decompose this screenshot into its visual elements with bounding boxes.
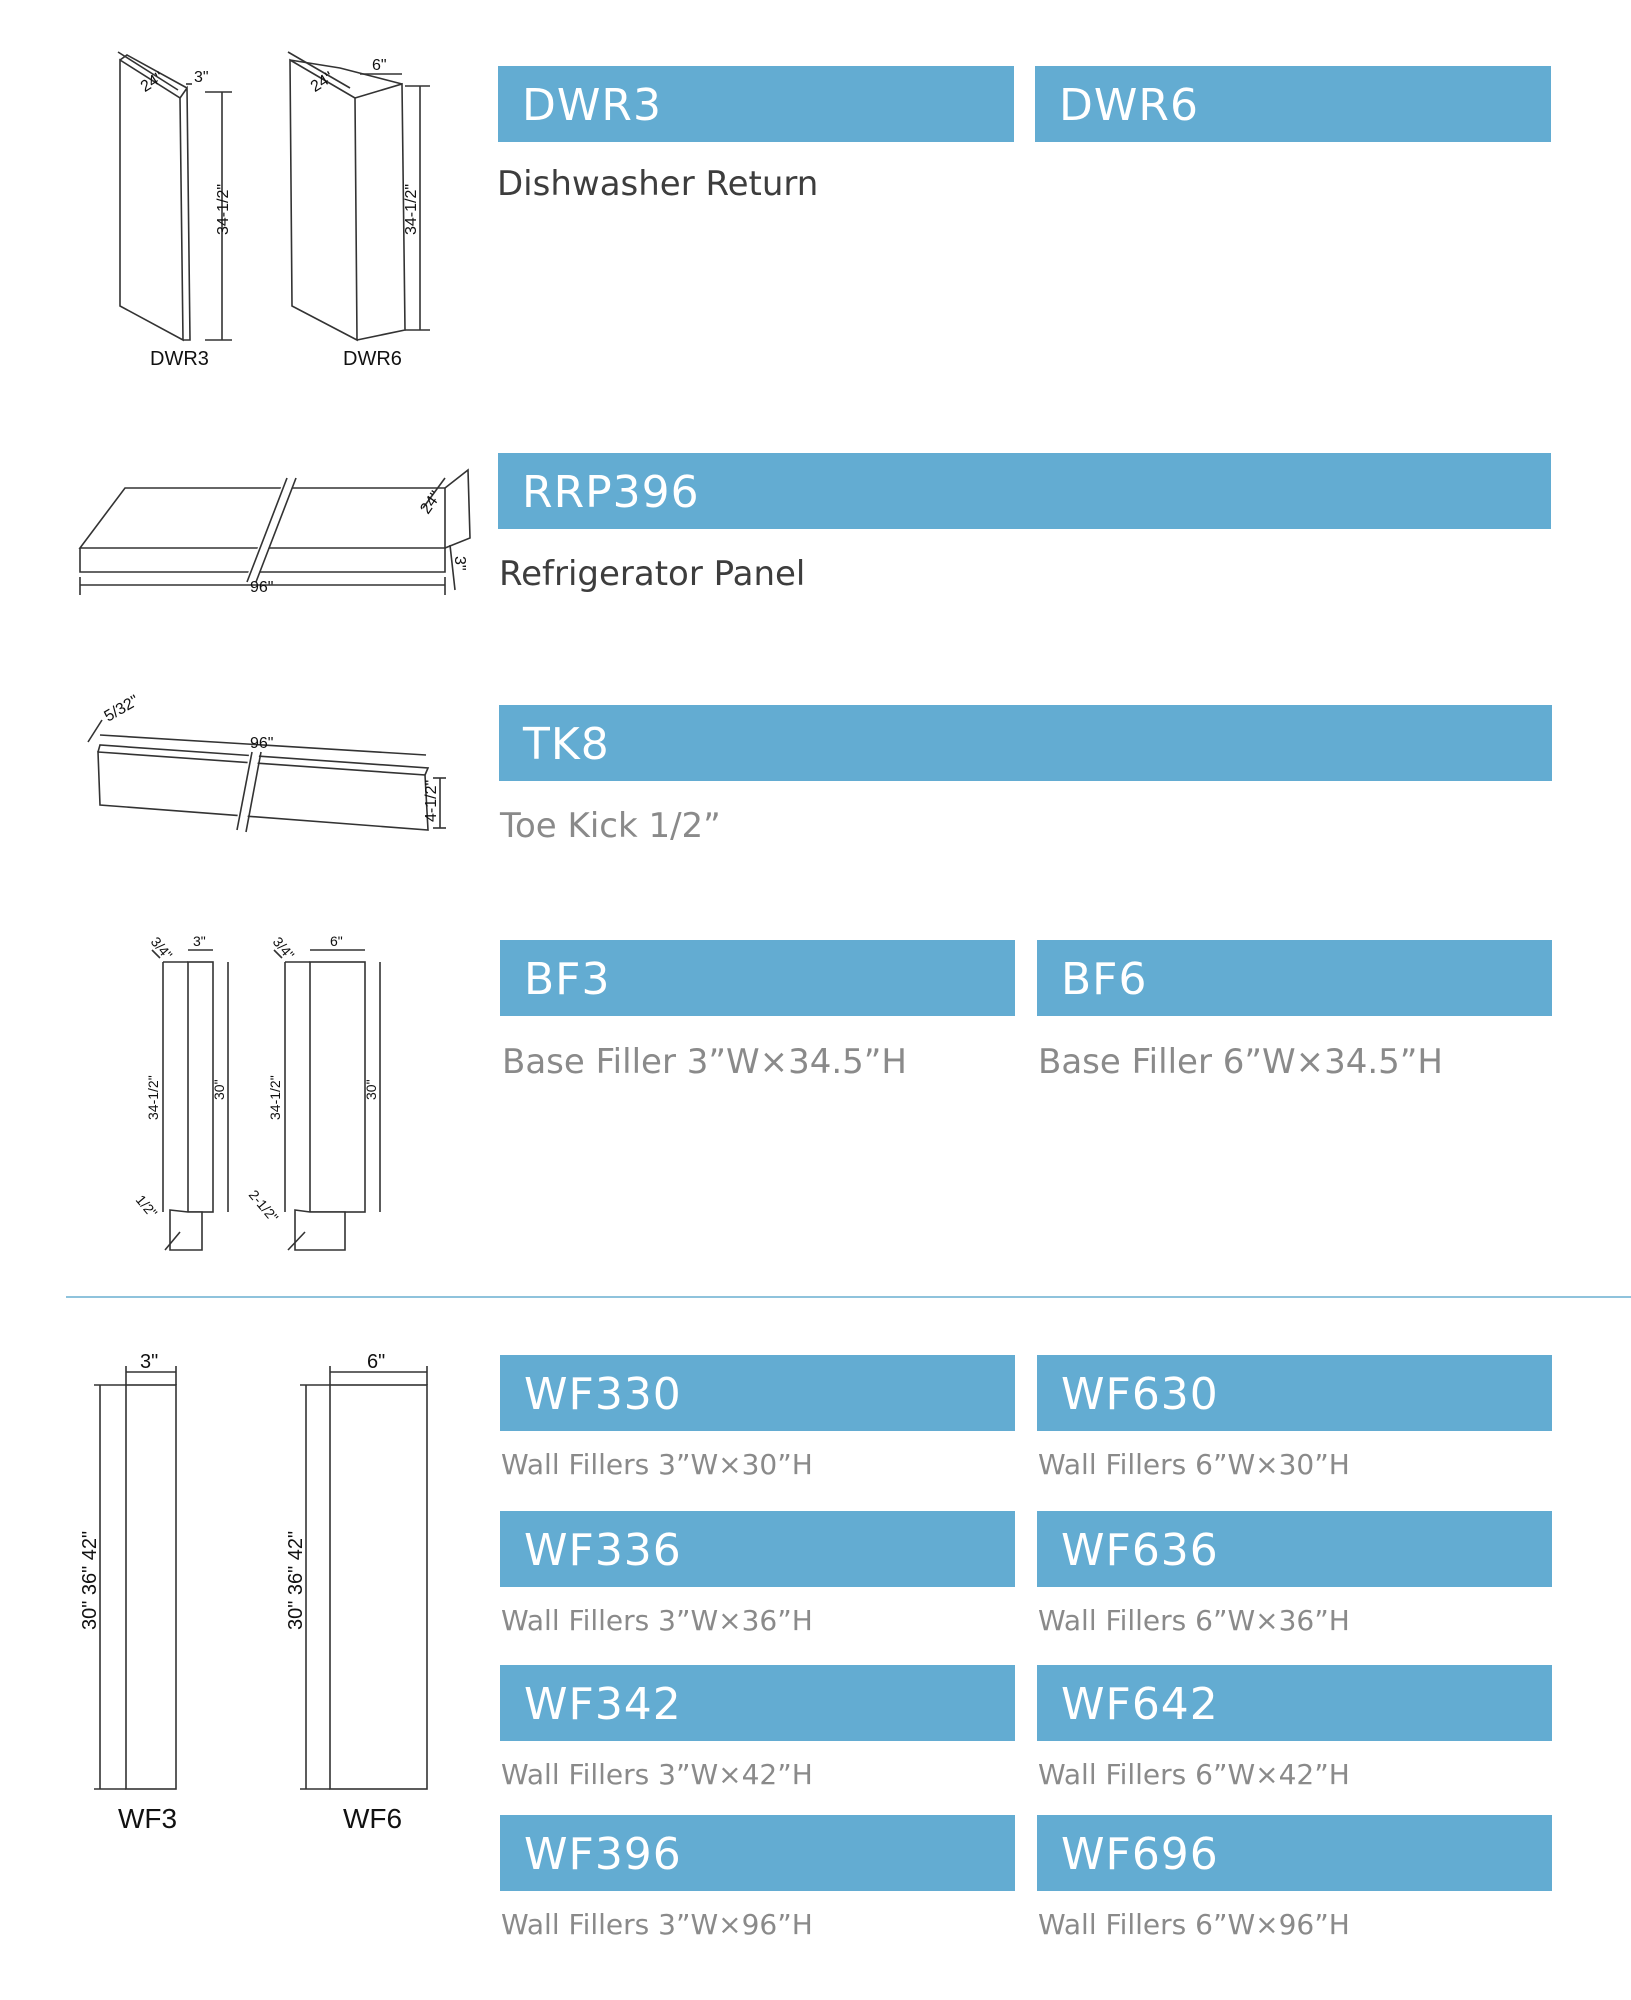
rrp-length-label: 96" (250, 579, 274, 596)
wf3-width-label: 3" (140, 1351, 159, 1373)
toe-kick-description: Toe Kick 1/2” (500, 806, 721, 846)
code-bar-wf342 (500, 1665, 1015, 1741)
code-bar-bf3 (500, 940, 1015, 1016)
code-tk8: TK8 (523, 719, 610, 770)
rrp-depth-label: 24" (417, 488, 445, 518)
refrigerator-description: Refrigerator Panel (499, 554, 806, 594)
wf3-drawing (94, 1366, 176, 1789)
dishwasher-description: Dishwasher Return (497, 164, 819, 204)
bf6-height-label: 34-1/2" (267, 1075, 283, 1120)
dwr6-name-label: DWR6 (343, 348, 402, 370)
code-bar-wf636 (1037, 1511, 1552, 1587)
code-bf3: BF3 (524, 954, 611, 1005)
bf3-inner-label: 30" (211, 1079, 227, 1100)
code-bar-wf696 (1037, 1815, 1552, 1891)
code-dwr3: DWR3 (522, 80, 662, 131)
wf342-description: Wall Fillers 3”W×42”H (501, 1758, 813, 1791)
bf3-description: Base Filler 3”W×34.5”H (502, 1042, 907, 1082)
dwr3-width-label: 3" (194, 69, 209, 86)
tk-height-label: 4-1/2" (423, 779, 440, 822)
bf3-toe-label: 1/2" (132, 1191, 161, 1221)
section-divider (66, 1296, 1631, 1298)
bf3-width-label: 3" (193, 933, 206, 949)
code-bar-wf396 (500, 1815, 1015, 1891)
wf3-height-label: 30" 36" 42" (79, 1530, 101, 1630)
code-wf330: WF330 (524, 1369, 682, 1420)
tk-length-label: 96" (250, 735, 274, 752)
code-bf6: BF6 (1061, 954, 1148, 1005)
wf630-description: Wall Fillers 6”W×30”H (1038, 1448, 1350, 1481)
code-bar-rrp396 (498, 453, 1551, 529)
dwr6-width-label: 6" (372, 57, 387, 74)
wf6-name-label: WF6 (343, 1803, 403, 1834)
wf636-description: Wall Fillers 6”W×36”H (1038, 1604, 1350, 1637)
code-bar-wf630 (1037, 1355, 1552, 1431)
code-wf396: WF396 (524, 1829, 682, 1880)
bf6-inner-label: 30" (363, 1079, 379, 1100)
code-wf630: WF630 (1061, 1369, 1219, 1420)
code-rrp396: RRP396 (522, 467, 700, 518)
rrp-thickness-label: 3" (451, 556, 468, 571)
wf642-description: Wall Fillers 6”W×42”H (1038, 1758, 1350, 1791)
wf6-height-label: 30" 36" 42" (285, 1530, 307, 1630)
code-bar-tk8 (499, 705, 1552, 781)
code-wf342: WF342 (524, 1679, 682, 1730)
dwr3-name-label: DWR3 (150, 348, 209, 370)
bf6-width-label: 6" (330, 933, 343, 949)
code-bar-wf336 (500, 1511, 1015, 1587)
bf3-depth-label: 3/4" (147, 933, 176, 963)
wf3-name-label: WF3 (118, 1803, 178, 1834)
code-dwr6: DWR6 (1059, 80, 1199, 131)
wf396-description: Wall Fillers 3”W×96”H (501, 1908, 813, 1941)
code-wf696: WF696 (1061, 1829, 1219, 1880)
code-wf336: WF336 (524, 1525, 682, 1576)
code-bar-wf330 (500, 1355, 1015, 1431)
wf330-description: Wall Fillers 3”W×30”H (501, 1448, 813, 1481)
rrp396-drawing (80, 470, 470, 595)
bf6-toe-label: 2-1/2" (245, 1186, 282, 1226)
wf336-description: Wall Fillers 3”W×36”H (501, 1604, 813, 1637)
bf6-depth-label: 3/4" (269, 933, 298, 963)
wf6-drawing (300, 1366, 427, 1789)
wf696-description: Wall Fillers 6”W×96”H (1038, 1908, 1350, 1941)
code-wf642: WF642 (1061, 1679, 1219, 1730)
code-bar-bf6 (1037, 940, 1552, 1016)
code-bar-dwr3 (498, 66, 1014, 142)
tk-thickness-label: 5/32" (101, 692, 142, 726)
bf6-description: Base Filler 6”W×34.5”H (1038, 1042, 1443, 1082)
dwr6-depth-label: 24" (307, 68, 337, 96)
code-bar-wf642 (1037, 1665, 1552, 1741)
bf3-height-label: 34-1/2" (145, 1075, 161, 1120)
dwr6-height-label: 34-1/2" (403, 183, 420, 235)
code-bar-dwr6 (1035, 66, 1551, 142)
dwr3-height-label: 34-1/2" (215, 183, 232, 235)
code-wf636: WF636 (1061, 1525, 1219, 1576)
dwr3-depth-label: 24" (137, 68, 167, 96)
wf6-width-label: 6" (367, 1351, 386, 1373)
